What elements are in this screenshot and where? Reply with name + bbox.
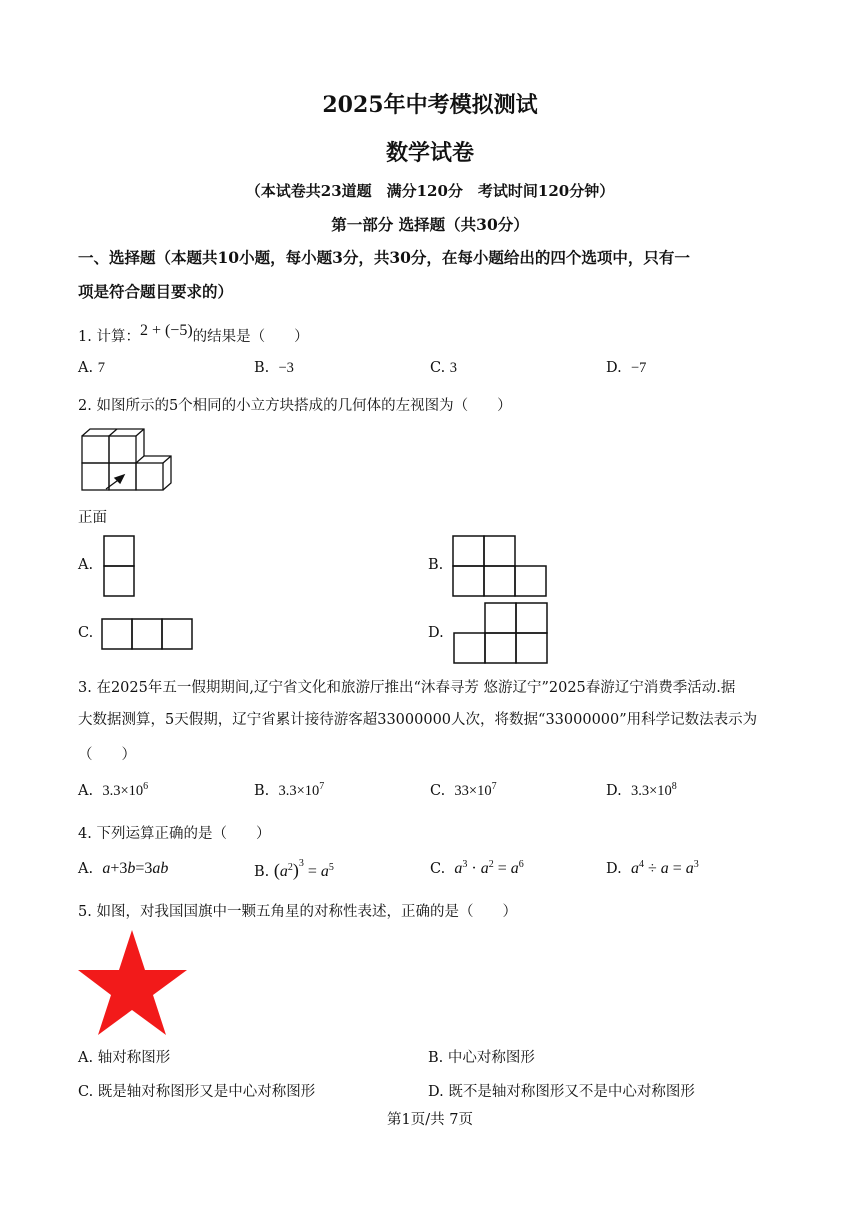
q5-option-a[interactable]: A. 轴对称图形 [78, 1050, 171, 1066]
q2-option-c-figure[interactable] [101, 618, 193, 650]
exam-subtitle: 数学试卷 [385, 140, 474, 166]
q2-option-d-label[interactable]: D. [428, 625, 444, 641]
question-5: 5. 如图，对我国国旗中一颗五角星的对称性表述，正确的是（ ） [78, 904, 517, 920]
exam-info: （本试卷共23道题 满分120分 考试时间120分钟） [245, 182, 615, 200]
q5-option-b[interactable]: B. 中心对称图形 [428, 1050, 535, 1066]
q4-option-a[interactable]: A. a+3b=3ab [78, 860, 169, 877]
star-figure [78, 930, 188, 1036]
question-2: 2. 如图所示的5个相同的小立方块搭成的几何体的左视图为（ ） [78, 398, 512, 414]
q2-option-a-label[interactable]: A. [78, 557, 94, 573]
q1-suffix: 的结果是（ ） [192, 329, 309, 345]
q3-option-b[interactable]: B. $3.3\times 10^7$ [254, 781, 325, 799]
q3-option-c[interactable]: C. $33\times 10^7$ [430, 781, 497, 799]
q3-option-d[interactable]: D. $3.3\times 10^8$ [606, 781, 677, 799]
q5-option-d[interactable]: D. 既不是轴对称图形又不是中心对称图形 [428, 1084, 695, 1100]
question-1 [78, 322, 309, 346]
cube-figure [78, 426, 178, 496]
q4-option-c[interactable]: C. $a^3 \cdot a^2 = a^6$ [430, 859, 524, 877]
q3-line1: 3. 在2025年五一假期期间,辽宁省文化和旅游厅推出“沐春寻芳 悠游辽宁”2025春游辽宁消费季活动.据 [78, 680, 736, 696]
q2-option-b-figure[interactable] [452, 535, 547, 597]
q4-option-d[interactable]: D. $a^4 \div a = a^3$ [606, 859, 699, 877]
part-heading: 第一部分 选择题（共30分） [331, 215, 529, 234]
q1-option-a[interactable]: A. 7 [78, 360, 105, 376]
question-4: 4. 下列运算正确的是（ ） [78, 826, 271, 842]
q3-option-a[interactable]: A. $3.3\times 10^6$ [78, 781, 149, 799]
q2-option-b-label[interactable]: B. [428, 557, 444, 573]
section-heading-line1: 一、选择题（本题共10小题，每小题3分，共30分，在每小题给出的四个选项中，只有一 [78, 248, 690, 267]
q3-line3: （ ） [78, 747, 136, 763]
q1-expression: 2 + (−5) [139, 322, 193, 339]
q1-option-b[interactable]: B. −3 [254, 360, 294, 376]
q1-option-d[interactable]: D. −7 [606, 360, 647, 376]
section-heading-line2: 项是符合题目要求的） [78, 282, 234, 301]
q2-option-a-figure[interactable] [103, 535, 135, 597]
q2-option-c-label[interactable]: C. [78, 625, 94, 641]
q1-option-c[interactable]: C. 3 [430, 360, 458, 376]
q3-line2: 大数据测算，5天假期，辽宁省累计接待游客超33000000人次，将数据“33000000”用科学记数法表示为 [78, 712, 758, 728]
exam-title: 2025年中考模拟测试 [322, 92, 538, 118]
page-number: 第1页/共 7页 [387, 1112, 473, 1128]
front-label: 正面 [78, 510, 107, 526]
q4-option-b[interactable]: B. $(a^2)^3 = a^5$ [254, 858, 334, 880]
q1-prefix: 1. 计算： [78, 329, 140, 345]
q2-option-d-figure[interactable] [453, 602, 548, 664]
q5-option-c[interactable]: C. 既是轴对称图形又是中心对称图形 [78, 1084, 316, 1100]
